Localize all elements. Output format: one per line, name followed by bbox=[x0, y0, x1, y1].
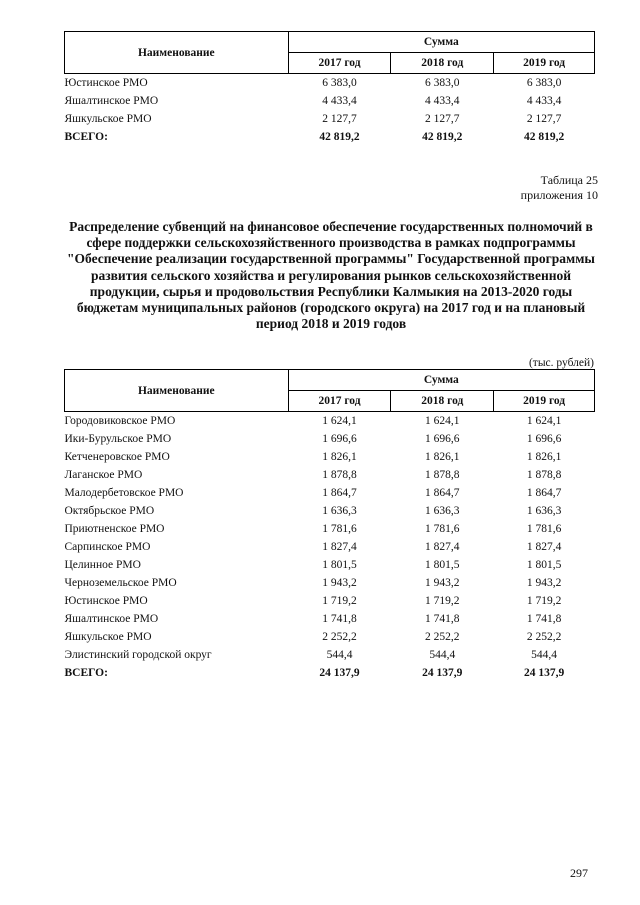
amount-2017: 1 801,5 bbox=[322, 559, 357, 571]
amount-2017: 1 636,3 bbox=[322, 505, 357, 517]
municipality-name: Городовиковское РМО bbox=[64, 415, 176, 427]
amount-2018: 6 383,0 bbox=[425, 77, 460, 89]
amount-2017: 2 252,2 bbox=[322, 631, 357, 643]
amount-2018: 4 433,4 bbox=[425, 95, 460, 107]
amount-2018: 1 636,3 bbox=[425, 505, 460, 517]
table-row bbox=[65, 466, 595, 484]
amount-2018: 1 624,1 bbox=[425, 415, 460, 427]
amount-2017: 1 624,1 bbox=[322, 415, 357, 427]
amount-2019: 6 383,0 bbox=[526, 77, 562, 89]
municipality-name: Юстинское РМО bbox=[64, 595, 148, 607]
header-year-2017: 2017 год bbox=[288, 391, 391, 412]
amount-2018: 1 827,4 bbox=[425, 541, 460, 553]
table-row bbox=[65, 74, 595, 93]
amount-2018: 42 819,2 bbox=[422, 131, 463, 143]
municipality-name: Яшалтинское РМО bbox=[64, 613, 159, 625]
total-row bbox=[65, 664, 595, 682]
municipality-name: Малодербетовское РМО bbox=[64, 487, 184, 499]
amount-2018: 1 696,6 bbox=[425, 433, 460, 445]
header-year-2018: 2018 год bbox=[391, 391, 494, 412]
amount-2017: 1 826,1 bbox=[322, 451, 357, 463]
header-year-2017: 2017 год bbox=[288, 53, 391, 74]
table-row bbox=[65, 610, 595, 628]
municipality-name: Октябрьское РМО bbox=[64, 505, 155, 517]
header-sum: Сумма bbox=[288, 32, 594, 53]
amount-2017: 6 383,0 bbox=[322, 77, 357, 89]
header-name: Наименование bbox=[65, 32, 289, 74]
total-row bbox=[65, 128, 595, 146]
amount-2018: 1 943,2 bbox=[425, 577, 460, 589]
amount-2019: 24 137,9 bbox=[523, 667, 565, 679]
amount-2019: 1 636,3 bbox=[526, 505, 562, 517]
amount-2019: 2 127,7 bbox=[526, 113, 562, 125]
amount-2017: 1 719,2 bbox=[322, 595, 357, 607]
header-year-2019: 2019 год bbox=[494, 53, 595, 74]
table-row bbox=[65, 484, 595, 502]
table-row bbox=[65, 592, 595, 610]
amount-2017: 544,4 bbox=[326, 649, 353, 661]
amount-2017: 4 433,4 bbox=[322, 95, 357, 107]
header-name: Наименование bbox=[65, 370, 289, 412]
municipality-name: Черноземельское РМО bbox=[64, 577, 177, 589]
table-row bbox=[65, 538, 595, 556]
amount-2018: 2 127,7 bbox=[425, 113, 460, 125]
subvention-table bbox=[64, 369, 595, 682]
amount-2017: 1 827,4 bbox=[322, 541, 357, 553]
municipality-name: Элистинский городской округ bbox=[64, 649, 212, 661]
table-row bbox=[65, 110, 595, 128]
amount-2017: 1 781,6 bbox=[322, 523, 357, 535]
amount-2017: 42 819,2 bbox=[319, 131, 360, 143]
amount-2019: 1 624,1 bbox=[526, 415, 562, 427]
table-row bbox=[65, 430, 595, 448]
amount-2019: 1 864,7 bbox=[526, 487, 562, 499]
amount-2019: 1 878,8 bbox=[526, 469, 562, 481]
amount-2019: 1 801,5 bbox=[526, 559, 562, 571]
appendix-reference: приложения 10 bbox=[520, 188, 598, 202]
amount-2018: 1 781,6 bbox=[425, 523, 460, 535]
amount-2017: 1 864,7 bbox=[322, 487, 357, 499]
total-label: ВСЕГО: bbox=[64, 131, 108, 143]
amount-2019: 2 252,2 bbox=[526, 631, 562, 643]
total-label: ВСЕГО: bbox=[64, 667, 108, 679]
amount-2019: 4 433,4 bbox=[526, 95, 562, 107]
table-row bbox=[65, 628, 595, 646]
municipality-name: Ики-Бурульское РМО bbox=[64, 433, 172, 445]
amount-2019: 1 719,2 bbox=[526, 595, 562, 607]
table-row bbox=[65, 520, 595, 538]
table-row bbox=[65, 646, 595, 664]
amount-2018: 2 252,2 bbox=[425, 631, 460, 643]
amount-2018: 1 741,8 bbox=[425, 613, 460, 625]
municipality-name: Лаганское РМО bbox=[64, 469, 143, 481]
amount-2017: 1 696,6 bbox=[322, 433, 357, 445]
municipality-name: Целинное РМО bbox=[64, 559, 141, 571]
amount-2019: 42 819,2 bbox=[523, 131, 565, 143]
municipality-name: Кетченеровское РМО bbox=[64, 451, 170, 463]
table-row bbox=[65, 448, 595, 466]
municipality-name: Юстинское РМО bbox=[64, 77, 148, 89]
amount-2018: 544,4 bbox=[429, 649, 456, 661]
header-year-2019: 2019 год bbox=[494, 391, 595, 412]
document-title: Распределение субвенций на финансовое обеспечение государственных полномочий в сфере поддержки сельскохозяйственного производства в рамках подпрограммы "Обеспечение реализации государственной программы" Государственной программы развития сельского хозяйства и регулирования рынков сельскохозяйственной продукции, сырья и продовольствия Республики Калмыкия на 2013-2020 годы бюджетам муниципальных районов (городского округа) на 2017 год и на плановый период 2018 и 2019 годов bbox=[67, 219, 595, 332]
page-number: 297 bbox=[570, 866, 588, 880]
amount-2018: 1 878,8 bbox=[425, 469, 460, 481]
header-year-2018: 2018 год bbox=[391, 53, 494, 74]
municipality-name: Яшалтинское РМО bbox=[64, 95, 159, 107]
unit-label: (тыс. рублей) bbox=[528, 357, 594, 369]
municipality-name: Приютненское РМО bbox=[64, 523, 165, 535]
table-note bbox=[521, 173, 598, 203]
amount-2017: 1 741,8 bbox=[322, 613, 357, 625]
table-row bbox=[65, 574, 595, 592]
municipality-name: Яшкульское РМО bbox=[64, 113, 152, 125]
amount-2019: 1 943,2 bbox=[526, 577, 562, 589]
amount-2019: 1 781,6 bbox=[526, 523, 562, 535]
amount-2017: 1 878,8 bbox=[322, 469, 357, 481]
amount-2018: 1 826,1 bbox=[425, 451, 460, 463]
amount-2019: 544,4 bbox=[531, 649, 558, 661]
amount-2019: 1 741,8 bbox=[526, 613, 562, 625]
amount-2019: 1 696,6 bbox=[526, 433, 562, 445]
amount-2018: 1 864,7 bbox=[425, 487, 460, 499]
municipality-name: Яшкульское РМО bbox=[64, 631, 152, 643]
table-number: Таблица 25 bbox=[540, 173, 598, 187]
table-row bbox=[65, 556, 595, 574]
amount-2019: 1 827,4 bbox=[526, 541, 562, 553]
table-continuation bbox=[64, 31, 595, 146]
municipality-name: Сарпинское РМО bbox=[64, 541, 151, 553]
table-row bbox=[65, 502, 595, 520]
amount-2017: 2 127,7 bbox=[322, 113, 357, 125]
amount-2017: 24 137,9 bbox=[319, 667, 360, 679]
amount-2018: 1 719,2 bbox=[425, 595, 460, 607]
table-row bbox=[65, 92, 595, 110]
table-row bbox=[65, 412, 595, 431]
amount-2018: 24 137,9 bbox=[422, 667, 463, 679]
amount-2017: 1 943,2 bbox=[322, 577, 357, 589]
amount-2018: 1 801,5 bbox=[425, 559, 460, 571]
amount-2019: 1 826,1 bbox=[526, 451, 562, 463]
header-sum: Сумма bbox=[288, 370, 594, 391]
